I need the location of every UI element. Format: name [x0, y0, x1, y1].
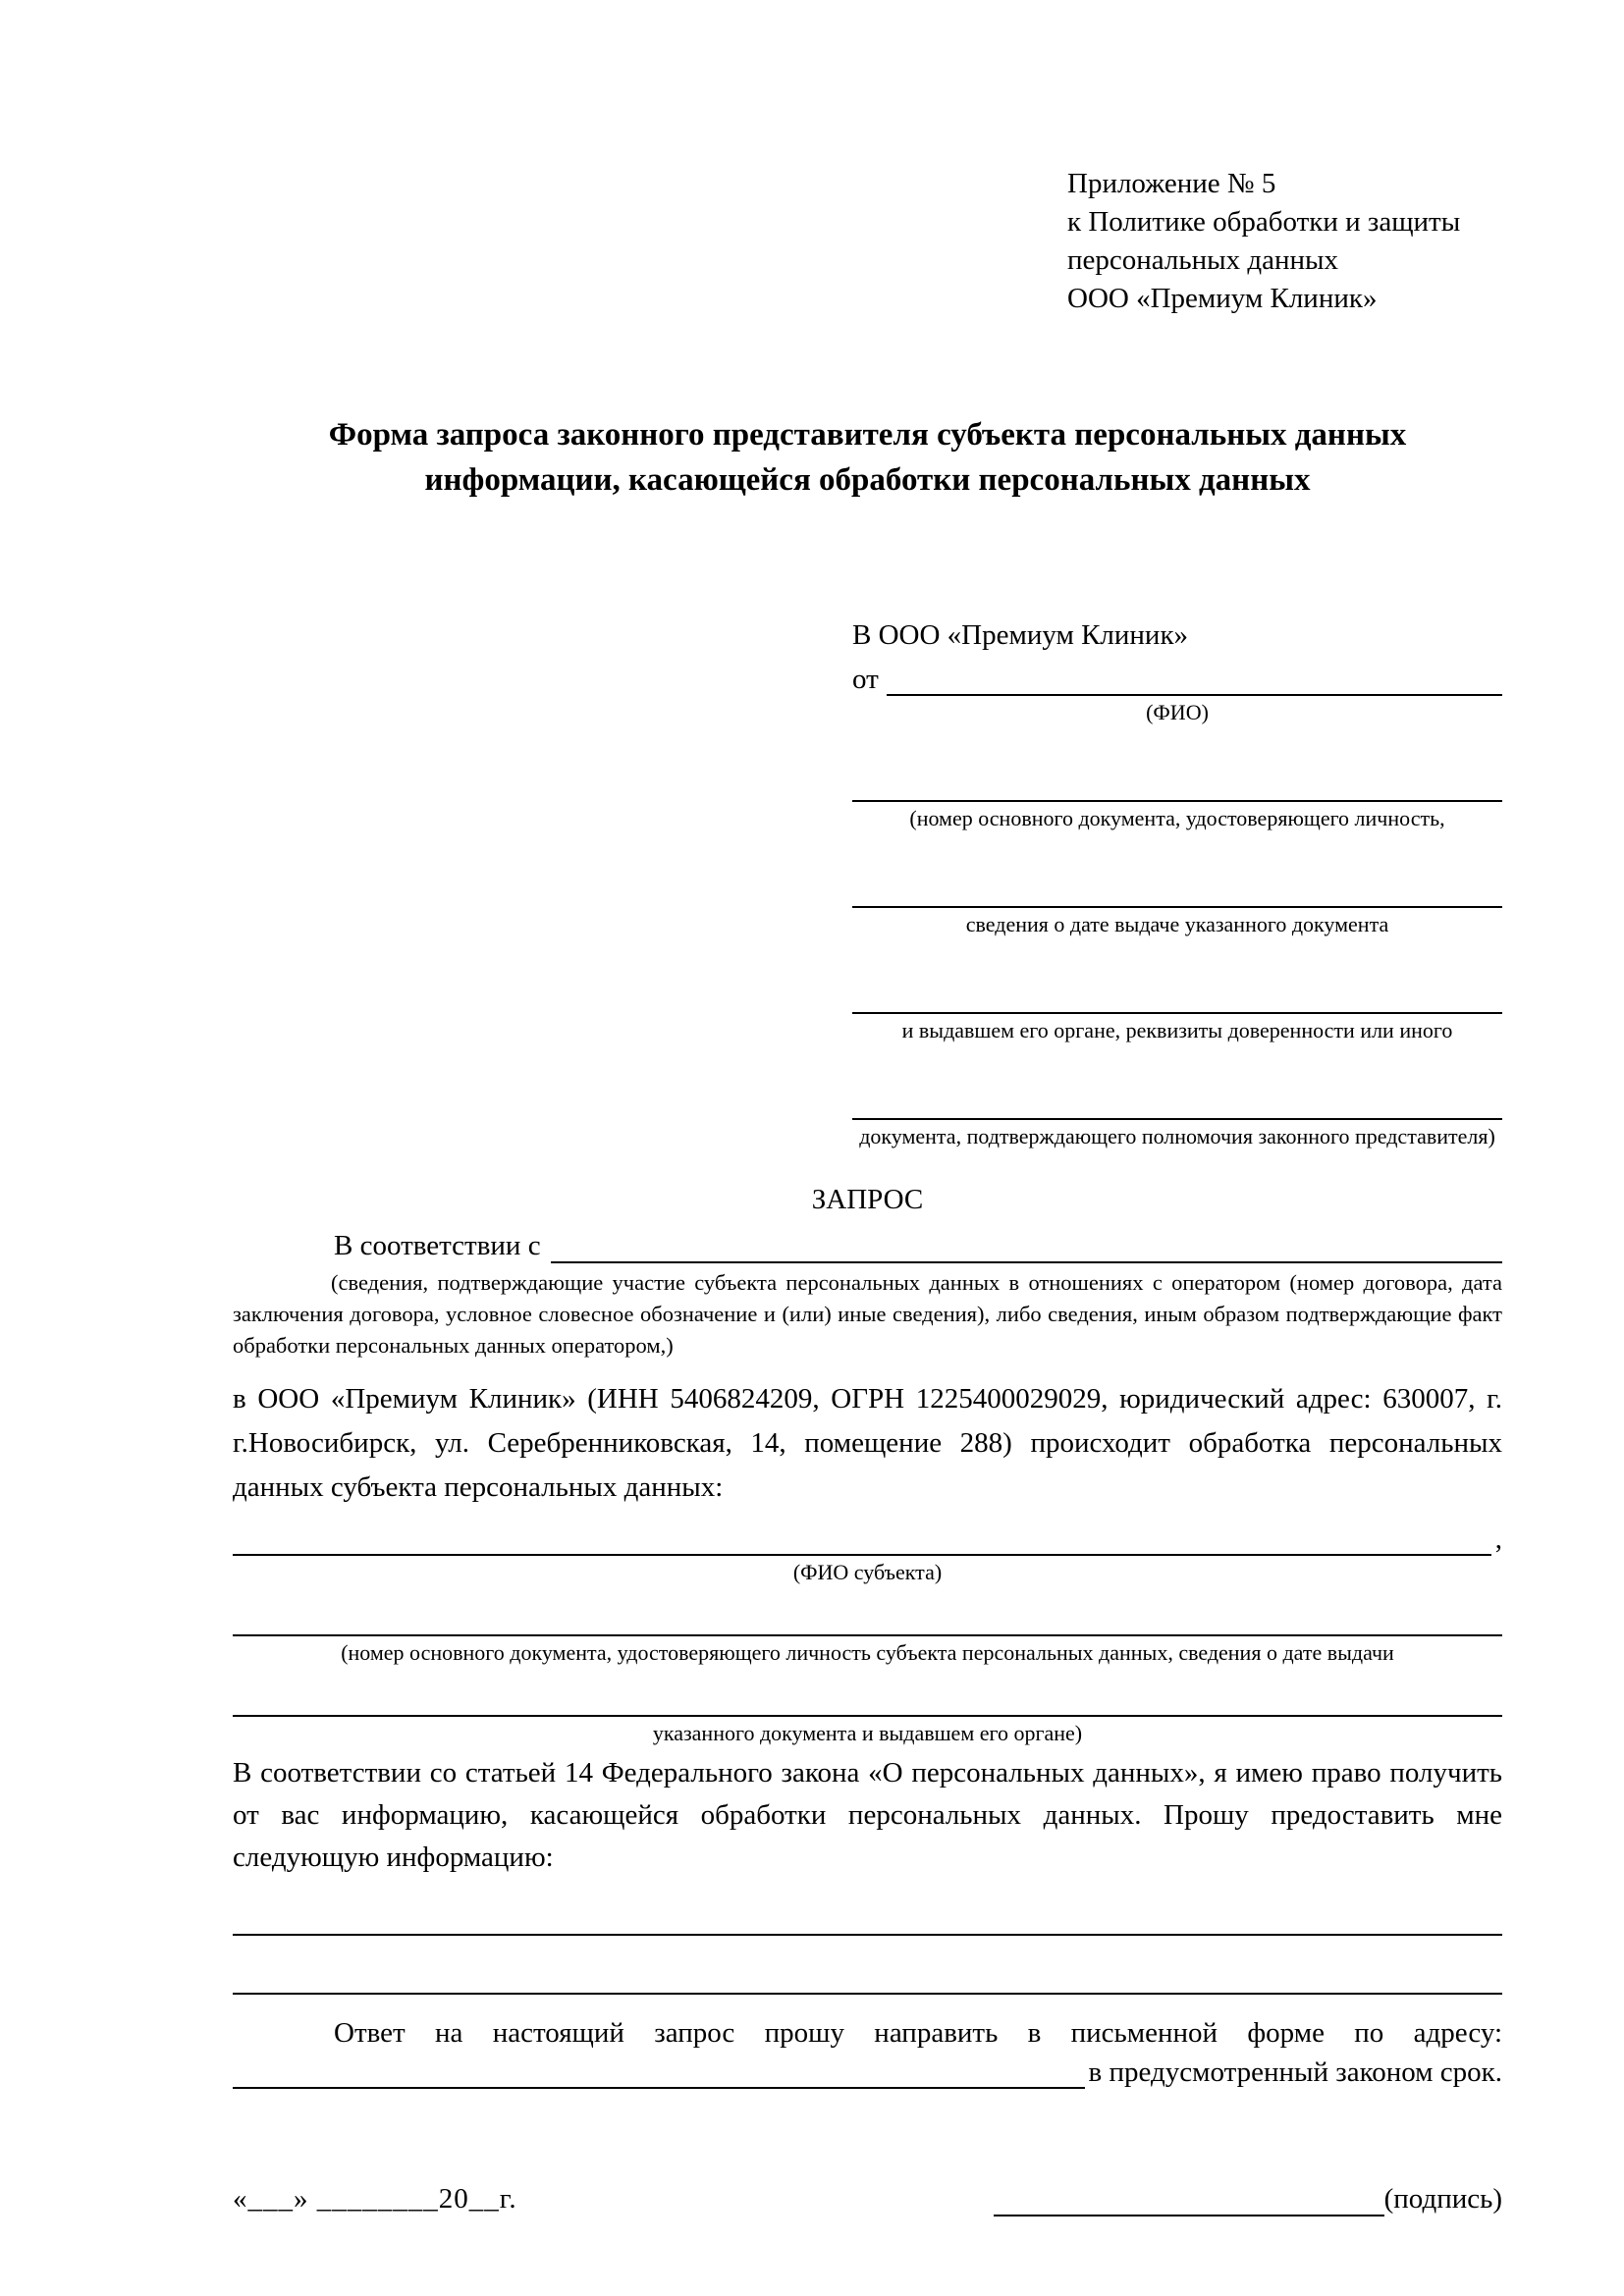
subject-name-row: [233, 1523, 1502, 1556]
law-paragraph: В соответствии со статьей 14 Федерального закона «О персональных данных», я имею право получить от вас информацию, касающейся обработки персональных данных. Прошу предоставить мне следующую информацию:: [233, 1757, 1502, 1874]
fill-line-requested-info-1: [233, 1934, 1502, 1936]
fill-line-relation-details: [551, 1232, 1502, 1263]
signature-group: [994, 2183, 1502, 2216]
caption-subject-document-issuer: указанного документа и выдавшем его органе): [652, 1721, 1083, 1746]
fill-line-response-address: [233, 2057, 1085, 2089]
subject-line-comma: ,: [1494, 1522, 1502, 1555]
fill-line-subject-name: [233, 1524, 1491, 1556]
date-field: «___» ________20__г.: [233, 2183, 517, 2216]
fill-line-signature: [994, 2185, 1384, 2216]
appendix-number: Приложение № 5: [1067, 168, 1276, 199]
fill-line-subject-document-issuer: [233, 1715, 1502, 1717]
intro-note: (сведения, подтверждающие участие субъекта персональных данных в отношениях с оператором (номер договора, дата заключения договора, условное словесное обозначение и (или) иные сведения), либо сведения, иным образом подтверждающие факт обработки персональных данных оператором,): [233, 1269, 1502, 1358]
fill-line-issuing-authority: [852, 983, 1502, 1014]
caption-subject-fio: (ФИО субъекта): [792, 1560, 943, 1585]
response-address-row: [233, 2056, 1502, 2089]
response-paragraph: Ответ на настоящий запрос прошу направить в письменной форме по адресу:: [334, 2017, 1502, 2050]
page-title: [233, 412, 1502, 503]
fill-line-issue-date: [852, 877, 1502, 908]
appendix-header: [1067, 165, 1502, 318]
addressee-block: [852, 616, 1502, 1149]
intro-row: [233, 1230, 1502, 1262]
caption-authority-document: документа, подтверждающего полномочия законного представителя): [859, 1124, 1495, 1149]
policy-reference-line2: персональных данных: [1067, 244, 1339, 276]
page-title-line2: информации, касающейся обработки персональных данных: [424, 462, 1311, 498]
organization-name: ООО «Премиум Клиник»: [1067, 283, 1378, 314]
fill-line-document-number: [852, 771, 1502, 802]
operator-paragraph: в ООО «Премиум Клиник» (ИНН 5406824209, ОГРН 1225400029029, юридический адрес: 630007, г. г.Новосибирск, ул. Серебренниковская, 14, помещение 288) происходит обработка персональных данных субъекта персональных данных:: [233, 1382, 1502, 1503]
response-suffix: в предусмотренный законом срок.: [1088, 2056, 1502, 2089]
fill-line-authority-document: [852, 1089, 1502, 1120]
document-content: [233, 165, 1502, 2216]
fill-line-requested-info-2: [233, 1993, 1502, 1995]
request-heading: ЗАПРОС: [811, 1184, 924, 1216]
fill-line-representative-name: [887, 665, 1502, 696]
caption-subject-document: (номер основного документа, удостоверяющего личность субъекта персональных данных, сведения о дате выдачи: [341, 1640, 1394, 1666]
fill-line-subject-document: [233, 1634, 1502, 1636]
caption-issuing-authority: и выдавшем его органе, реквизиты доверенности или иного: [901, 1018, 1453, 1043]
policy-reference-line1: к Политике обработки и защиты: [1067, 206, 1461, 238]
caption-document-number: (номер основного документа, удостоверяющего личность,: [909, 806, 1445, 831]
caption-fio: (ФИО): [1146, 700, 1209, 725]
addressee-organization: В ООО «Премиум Клиник»: [852, 619, 1189, 651]
caption-issue-date: сведения о дате выдаче указанного документа: [965, 912, 1389, 937]
intro-label: В соответствии с: [334, 1230, 541, 1262]
footer-row: [233, 2183, 1502, 2216]
caption-signature: (подпись): [1383, 2183, 1502, 2216]
from-row: [852, 664, 1502, 696]
from-label: от: [852, 664, 879, 695]
page-title-line1: Форма запроса законного представителя субъекта персональных данных: [328, 417, 1407, 453]
